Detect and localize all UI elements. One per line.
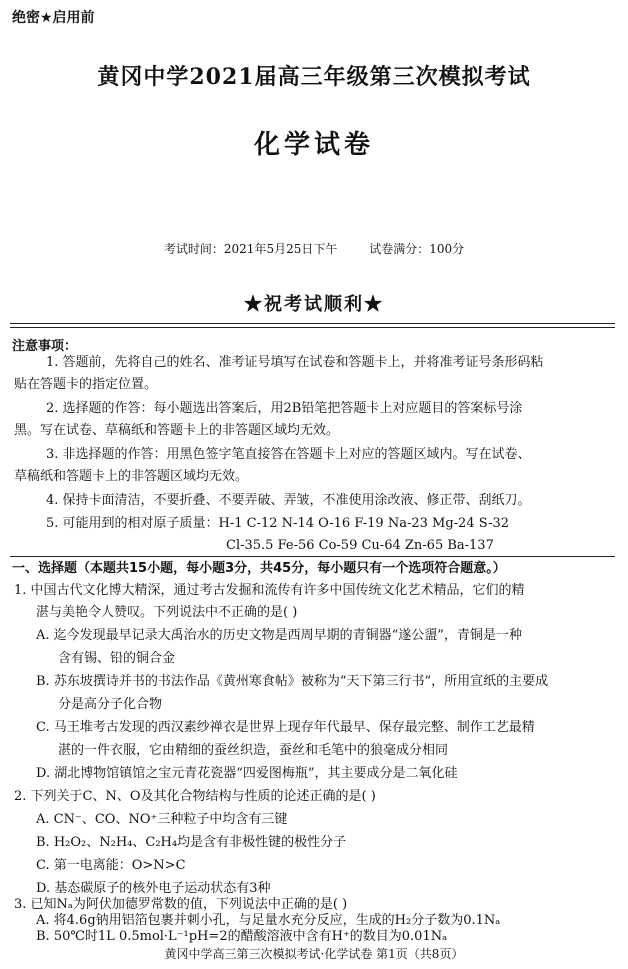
option-line: 含有锡、铅的铜合金 (58, 651, 176, 666)
note-line: Cl-35.5 Fe-56 Co-59 Cu-64 Zn-65 Ba-137 (226, 538, 494, 553)
divider-mid (10, 556, 615, 557)
question-line: 2. 下列关于C、N、O及其化合物结构与性质的论述正确的是( ) (14, 789, 376, 804)
question-line: 湛与美艳令人赞叹。下列说法中不正确的是( ) (36, 605, 298, 620)
divider-top-thin (10, 327, 615, 328)
exam-title: 黄冈中学2021届高三年级第三次模拟考试 (97, 64, 531, 90)
option-line: B. H₂O₂、N₂H₄、C₂H₄均是含有非极性键的极性分子 (36, 835, 347, 850)
note-line: 贴在答题卡的指定位置。 (14, 377, 158, 392)
note-line: 草稿纸和答题卡上的非答题区域均无效。 (14, 469, 249, 484)
note-line: 5. 可能用到的相对原子质量：H-1 C-12 N-14 O-16 F-19 Na-23 Mg-24 S-32 (46, 516, 510, 531)
note-line: 黑。写在试卷、草稿纸和答题卡上的非答题区域均无效。 (14, 423, 340, 438)
full-score: 试卷满分：100分 (369, 242, 465, 256)
option-line: D. 基态碳原子的核外电子运动状态有3种 (36, 881, 271, 896)
option-line: 湛的一件衣服，它由精细的蚕丝织造，蚕丝和毛笔中的狼毫成分相同 (58, 743, 449, 758)
option-line: B. 苏东坡撰诗并书的书法作品《黄州寒食帖》被称为“天下第三行书”，所用宣纸的主要成 (36, 674, 549, 689)
good-luck-banner: ★祝考试顺利★ (244, 294, 384, 315)
note-line: 3. 非选择题的作答：用黑色签字笔直接答在答题卡上对应的答题区域内。写在试卷、 (46, 447, 531, 462)
option-line: D. 湖北博物馆镇馆之宝元青花瓷器“四爱图梅瓶”，其主要成分是二氧化硅 (36, 766, 458, 781)
option-line: 分是高分子化合物 (58, 697, 163, 712)
question-line: 1. 中国古代文化博大精深，通过考古发掘和流传有许多中国传统文化艺术精品，它们的精 (14, 583, 525, 598)
note-line: 2. 选择题的作答：每小题选出答案后，用2B铅笔把答题卡上对应题目的答案标号涂 (46, 401, 523, 416)
notes-heading: 注意事项： (12, 339, 78, 354)
note-line: 1. 答题前，先将自己的姓名、准考证号填写在试卷和答题卡上，并将准考证号条形码粘 (46, 355, 544, 370)
exam-info (0, 240, 628, 257)
confidential-label: 绝密★启用前 (12, 10, 95, 26)
paper-subtitle: 化学试卷 (253, 130, 374, 160)
option-line: C. 马王堆考古发现的西汉素纱禅衣是世界上现存年代最早、保存最完整、制作工艺最精 (36, 720, 535, 735)
question-line: 3. 已知Nₐ为阿伏加德罗常数的值，下列说法中正确的是( ) (14, 897, 348, 912)
page-footer: 黄冈中学高三第三次模拟考试·化学试卷 第1页（共8页） (164, 947, 464, 961)
divider-top (10, 323, 615, 324)
exam-time: 考试时间：2021年5月25日下午 (163, 242, 338, 256)
option-line: C. 第一电离能：O>N>C (36, 858, 186, 873)
note-line: 4. 保持卡面清洁，不要折叠、不要弄破、弄皱，不准使用涂改液、修正带、刮纸刀。 (46, 493, 531, 508)
section-heading: 一、选择题（本题共15小题，每小题3分，共45分，每小题只有一个选项符合题意。） (12, 561, 506, 576)
option-line: B. 50℃时1L 0.5mol·L⁻¹pH=2的醋酸溶液中含有H⁺的数目为0.01Nₐ (36, 929, 448, 944)
option-line: A. CN⁻、CO、NO⁺三种粒子中均含有三键 (36, 812, 288, 827)
option-line: A. 迄今发现最早记录大禹治水的历史文物是西周早期的青铜器“遂公盨”，青铜是一种 (36, 628, 522, 643)
option-line: A. 将4.6g钠用铝箔包裹并刺小孔，与足量水充分反应，生成的H₂分子数为0.1Nₐ (36, 913, 501, 928)
